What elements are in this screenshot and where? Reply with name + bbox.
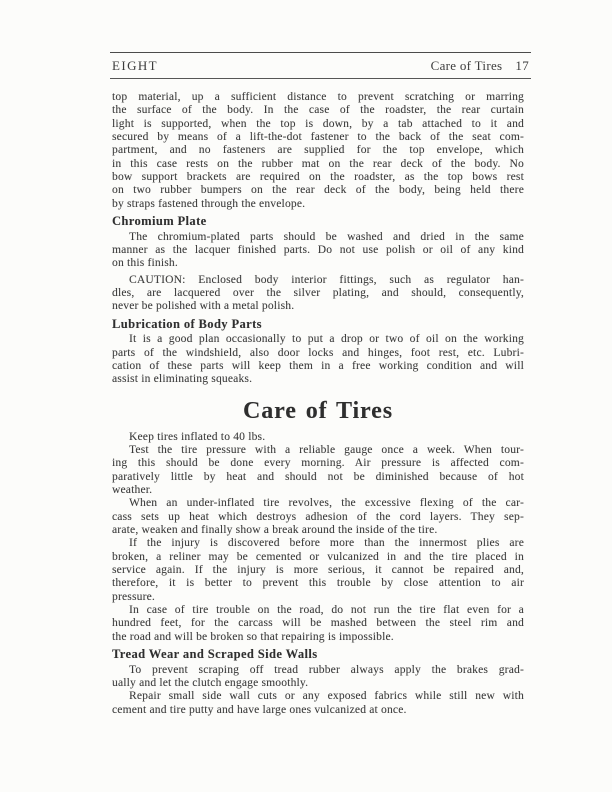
paragraph (112, 274, 524, 314)
text-line: arate, weaken and finally show a break around the inside of the tire. (112, 523, 438, 536)
text-line: dles, are lacquered over the silver plating, and should, consequently, (112, 286, 524, 299)
chapter-main-title: Care of Tires (243, 397, 393, 424)
text-line: cass sets up heat which destroys adhesion of the cord layers. They sep- (112, 510, 524, 523)
text-line: partment, and no fasteners are supplied for the top envelope, which (112, 144, 524, 157)
text-line: never be polished with a metal polish. (112, 300, 295, 313)
running-header-section: Care of Tires (430, 58, 503, 73)
paragraph (112, 231, 524, 271)
text-line: The chromium-plated parts should be washed and dried in the same (129, 230, 524, 243)
text-line: cation of these parts will keep them in a free working condition and will (112, 359, 524, 372)
paragraph (112, 333, 524, 386)
text-line: pressure. (112, 590, 155, 603)
text-line: It is a good plan occasionally to put a drop or two of oil on the working (129, 333, 524, 346)
text-line: bow support brackets are required on the roadster, as the top bows rest (112, 171, 524, 184)
paragraph (112, 690, 524, 717)
text-line: If the injury is discovered before more than the innermost plies are (129, 537, 524, 550)
text-line: the surface of the body. In the case of the roadster, the rear curtain (112, 104, 524, 117)
text-line: top material, up a sufficient distance to prevent scratching or marring (112, 91, 524, 103)
text-line: Keep tires inflated to 40 lbs. (129, 430, 266, 443)
section-heading: Chromium Plate (112, 214, 207, 229)
text-line: by straps fastened through the envelope. (112, 197, 306, 210)
text-line: When an under-inflated tire revolves, the excessive flexing of the car- (129, 497, 524, 510)
running-header-right (431, 58, 529, 74)
paragraph (112, 431, 524, 444)
paragraph (112, 497, 524, 537)
paragraph (112, 537, 524, 604)
paragraph (112, 444, 524, 497)
text-line: Test the tire pressure with a reliable gauge once a week. When tour- (129, 443, 524, 456)
text-line: the road and will be broken so that repairing is impossible. (112, 630, 394, 643)
text-line: CAUTION: Enclosed body interior fittings, such as regulator han- (129, 273, 524, 286)
text-line: ing this should be done every morning. Air pressure is affected com- (112, 457, 524, 470)
text-line: manner as the lacquer finished parts. Do not use polish or oil of any kind (112, 243, 524, 256)
header-row (110, 53, 531, 79)
text-line: parts of the windshield, also door locks and hinges, foot rest, etc. Lubri- (112, 346, 524, 359)
page-body (112, 91, 524, 717)
text-line: on this finish. (112, 257, 178, 270)
text-line: To prevent scraping off tread rubber always apply the brakes grad- (129, 663, 524, 676)
text-line: service again. If the injury is more serious, it cannot be repaired and, (112, 563, 524, 576)
paragraph (112, 604, 524, 644)
text-line: cement and tire putty and have large ones vulcanized at once. (112, 703, 407, 716)
text-line: on two rubber bumpers on the rear deck of the body, being held there (112, 184, 524, 197)
text-line: in this case rests on the rubber mat on the rear deck of the body. No (112, 157, 524, 170)
section-heading: Lubrication of Body Parts (112, 316, 262, 331)
text-line: broken, a reliner may be cemented or vulcanized in and the tire placed in (112, 550, 524, 563)
running-header-chapter: EIGHT (112, 58, 158, 73)
paragraph (112, 664, 524, 691)
text-line: Repair small side wall cuts or any exposed fabrics while still new with (129, 690, 524, 703)
paragraph (112, 91, 524, 211)
page-header (110, 52, 531, 79)
text-line: weather. (112, 483, 153, 496)
text-line: secured by means of a lift-the-dot fastener to the back of the seat com- (112, 131, 524, 144)
text-line: assist in eliminating squeaks. (112, 373, 253, 386)
text-line: light is supported, when the top is down, by a tab attached to it and (112, 117, 524, 130)
text-line: paratively little by heat and should not be diminished because of hot (112, 470, 524, 483)
text-line: therefore, it is better to prevent this trouble by close attention to air (112, 577, 524, 590)
text-line: ually and let the clutch engage smoothly. (112, 676, 309, 689)
page-number: 17 (515, 58, 529, 73)
text-line: hundred feet, for the carcass will be mashed between the steel rim and (112, 617, 524, 630)
section-heading: Tread Wear and Scraped Side Walls (112, 647, 318, 662)
text-line: In case of tire trouble on the road, do not run the tire flat even for a (129, 604, 524, 616)
